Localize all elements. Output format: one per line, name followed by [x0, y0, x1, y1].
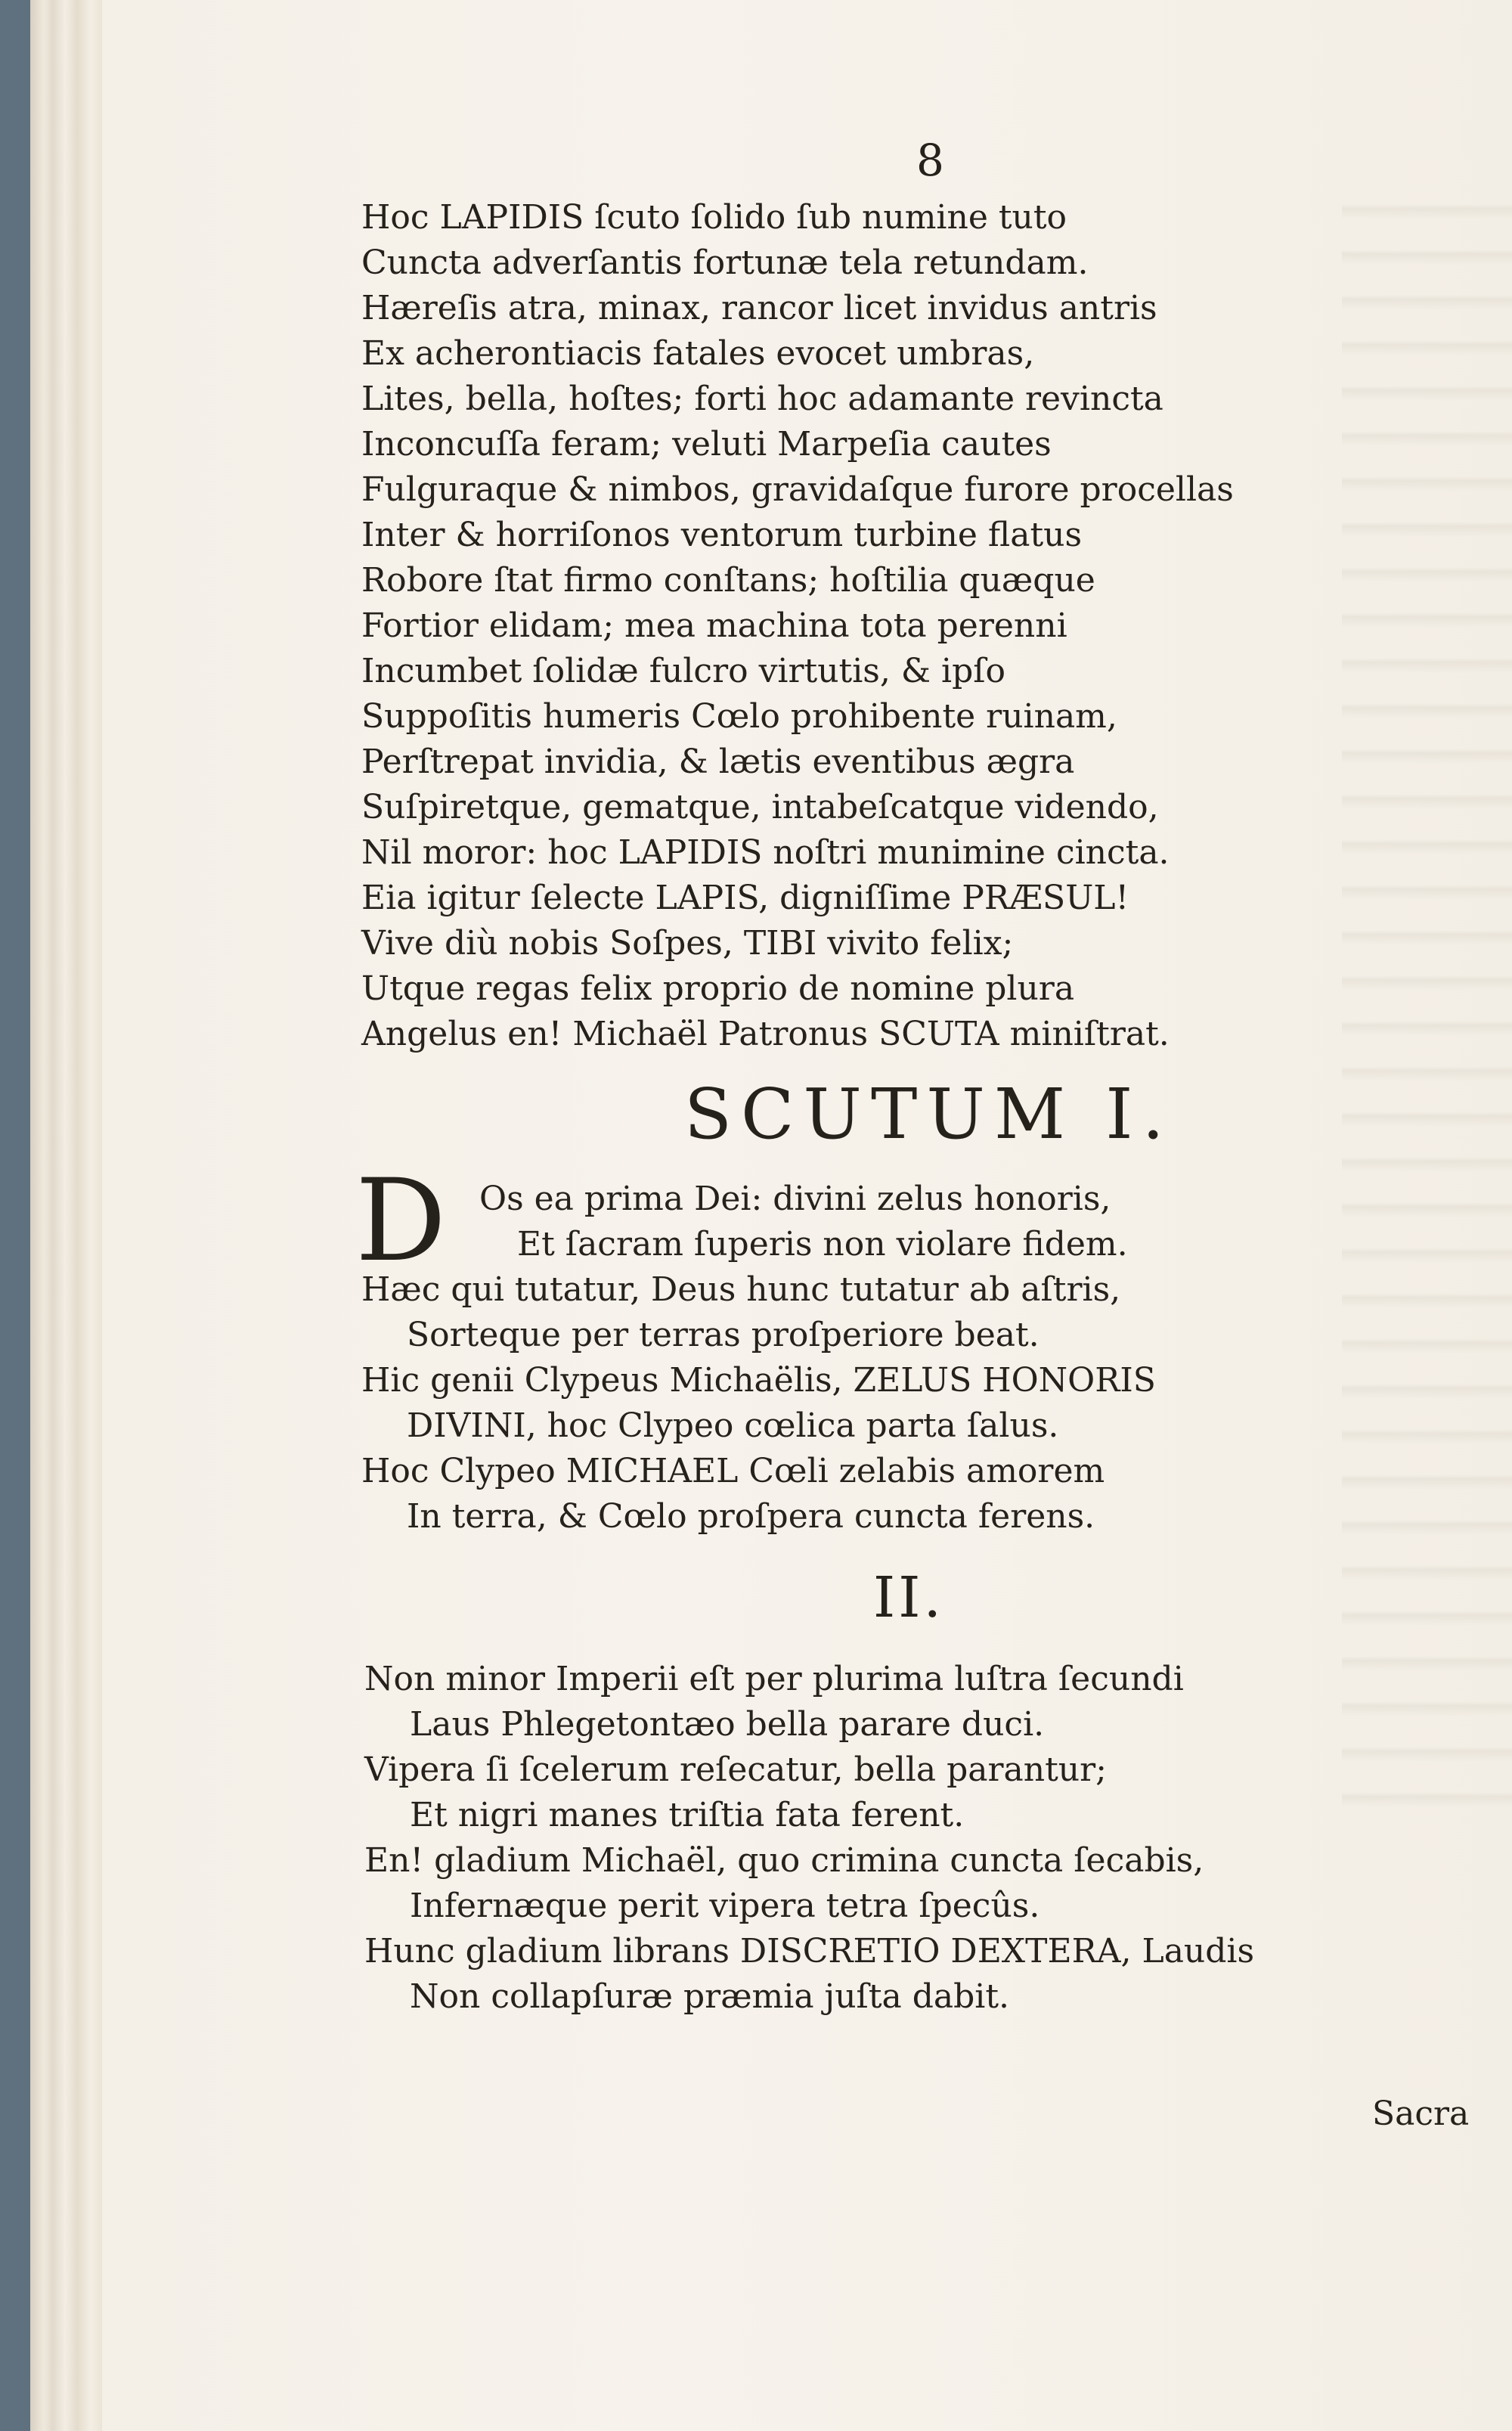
poem-line: Suſpiretque, gematque, intabeſcatque videndo, — [361, 788, 1159, 826]
verse-line: Os ea prima Dei: divini zelus honoris, — [479, 1180, 1111, 1218]
poem-line: Eia igitur ſelecte LAPIS, digniſſime PRÆSUL! — [361, 879, 1129, 917]
verse-line: Hæc qui tutatur, Deus hunc tutatur ab aſtris, — [361, 1270, 1121, 1309]
verse-line: Vipera ſi ſcelerum reſecatur, bella parantur; — [364, 1750, 1107, 1789]
verse-line: DIVINI, hoc Clypeo cœlica parta ſalus. — [407, 1406, 1059, 1445]
section-heading: II. — [873, 1565, 944, 1630]
verse-line: Hic genii Clypeus Michaëlis, ZELUS HONORIS — [361, 1361, 1156, 1400]
verse-line: Non collapſuræ præmia juſta dabit. — [410, 1977, 1010, 2016]
drop-cap: D — [355, 1155, 447, 1287]
page-number: 8 — [916, 135, 944, 186]
poem-line: Hoc LAPIDIS ſcuto ſolido ſub numine tuto — [361, 198, 1067, 237]
verse-line: In terra, & Cœlo proſpera cuncta ferens. — [407, 1497, 1095, 1536]
verse-line: Et nigri manes triſtia fata ferent. — [410, 1796, 965, 1834]
poem-line: Fortior elidam; mea machina tota perenni — [361, 606, 1067, 645]
verse-line: Non minor Imperii eſt per plurima luſtra ſecundi — [364, 1660, 1184, 1698]
poem-line: Cuncta adverſantis fortunæ tela retundam. — [361, 243, 1089, 282]
verse-line: Et ſacram ſuperis non violare fidem. — [517, 1225, 1128, 1264]
section-heading: SCUTUM I. — [684, 1074, 1173, 1155]
scan-background-edge — [0, 0, 30, 2431]
poem-line: Vive diù nobis Soſpes, TIBI vivito felix; — [361, 924, 1014, 963]
poem-line: Perſtrepat invidia, & lætis eventibus ægra — [361, 743, 1075, 781]
poem-line: Ex acherontiacis fatales evocet umbras, — [361, 334, 1035, 373]
verse-line: Sorteque per terras proſperiore beat. — [407, 1316, 1040, 1354]
poem-line: Angelus en! Michaël Patronus SCUTA miniſtrat. — [361, 1015, 1170, 1053]
catchword: Sacra — [1372, 2095, 1470, 2133]
verse-line: Infernæque perit vipera tetra ſpecûs. — [410, 1887, 1040, 1925]
poem-line: Inconcuſſa feram; veluti Marpeſia cautes — [361, 425, 1052, 464]
poem-line: Lites, bella, hoſtes; forti hoc adamante revincta — [361, 380, 1163, 418]
poem-line: Robore ſtat firmo conſtans; hoſtilia quæque — [361, 561, 1095, 600]
poem-line: Nil moror: hoc LAPIDIS noſtri munimine cincta. — [361, 833, 1170, 872]
verse-line: Hunc gladium librans DISCRETIO DEXTERA, Laudis — [364, 1932, 1255, 1971]
verse-line: En! gladium Michaël, quo crimina cuncta ſecabis, — [364, 1841, 1204, 1880]
poem-line: Incumbet ſolidæ fulcro virtutis, & ipſo — [361, 652, 1006, 690]
verse-line: Hoc Clypeo MICHAEL Cœli zelabis amorem — [361, 1452, 1105, 1490]
poem-line: Inter & horriſonos ventorum turbine flatus — [361, 516, 1083, 554]
verse-line: Laus Phlegetontæo bella parare duci. — [410, 1705, 1045, 1744]
poem-line: Utque regas felix proprio de nomine plura — [361, 969, 1075, 1008]
show-through-text — [1342, 174, 1512, 1837]
poem-line: Fulguraque & nimbos, gravidaſque furore procellas — [361, 470, 1234, 509]
poem-line: Suppoſitis humeris Cœlo prohibente ruinam, — [361, 697, 1117, 736]
page-stack-edges — [30, 0, 102, 2431]
poem-line: Hæreſis atra, minax, rancor licet invidus antris — [361, 289, 1157, 327]
